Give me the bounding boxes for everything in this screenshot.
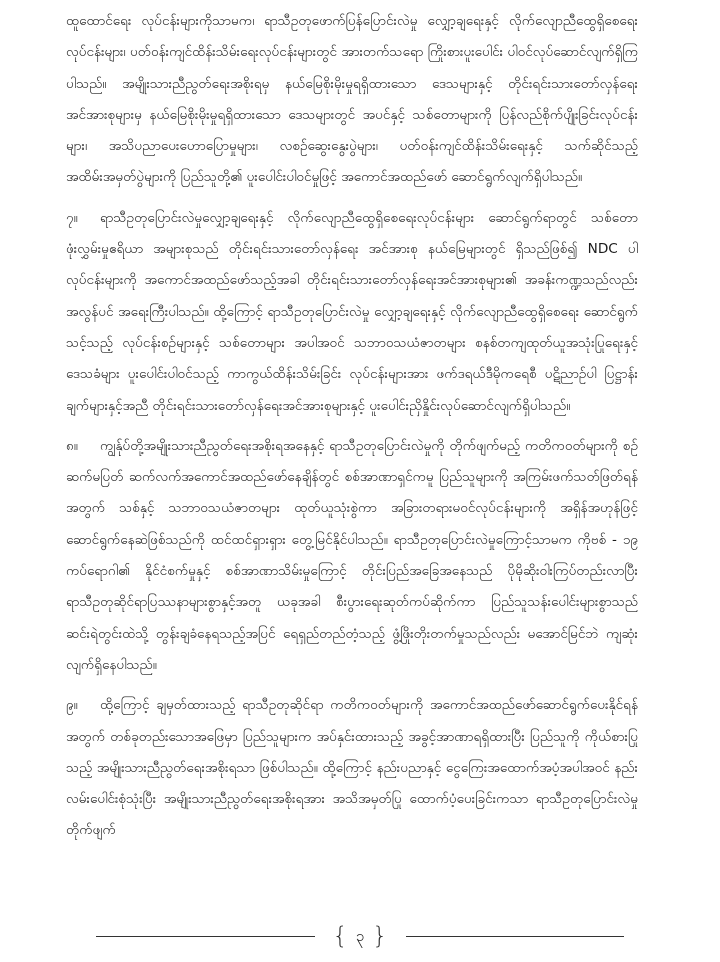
paragraph-text: ထို့ကြောင့် ချမှတ်ထားသည့် ရာသီဥတုဆိုင်ရာ ကတိကဝတ်များကို အကောင်အထည်ဖော်ဆောင်ရွက်ပေးနိုင်ရန်အတွက် တစ်ခုတည်းသောအဖြေမှာ ပြည်သူများက အပ်နှင်းထားသည့် အခွင့်အာဏာရရှိထားပြီး ပြည်သူကို ကိုယ်စားပြုသည့် အမျိုးသားညီညွတ်ရေးအစိုးရသာ ဖြစ်ပါသည်။ ထို့ကြောင့် နည်းပညာနှင့် ငွေကြေးအထောက်အပံ့အပါအဝင် နည်းလမ်းပေါင်းစုံသုံးပြီး အမျိုးသားညီညွတ်ရေးအစိုးရအား အသိအမှတ်ပြု ထောက်ပံ့ပေးခြင်းကသာ ရာသီဥတုပြောင်းလဲမှု တိုက်ဖျက် [66, 697, 638, 839]
paragraph-number: ၈။ [66, 437, 78, 454]
right-bracket-icon: } [372, 922, 388, 950]
page-footer [96, 922, 624, 950]
footer-rule-left [96, 936, 315, 937]
paragraph-7 [66, 203, 638, 422]
paragraph-text: ကျွန်ုပ်တို့အမျိုးသားညီညွတ်ရေးအစိုးရအနေနှင့် ရာသီဥတုပြောင်းလဲမှုကို တိုက်ဖျက်မည့် ကတိကဝတ်များကို စဉ်ဆက်မပြတ် ဆက်လက်အကောင်အထည်ဖော်နေချိန်တွင် စစ်အာဏာရှင်ကမူ ပြည်သူများကို အကြမ်းဖက်သတ်ဖြတ်ရန်အတွက် သစ်နှင့် သဘာဝသယံဇာတများ ထုတ်ယူသုံးစွဲကာ အခြားတရားမဝင်လုပ်ငန်းများကို အရှိန်အဟုန်ဖြင့် ဆောင်ရွက်နေဆဲဖြစ်သည်ကို ထင်ထင်ရှားရှား တွေ့မြင်နိုင်ပါသည်။ ရာသီဥတုပြောင်းလဲမှုကြောင့်သာမက ကိုဗစ် - ၁၉ ကပ်ရောဂါ၏ နိုင်ငံစက်မှုနှင့် စစ်အာဏာသိမ်းမှုကြောင့် တိုင်းပြည်အခြေအနေသည် ပိုမိုဆိုးဝါးကြပ်တည်းလာပြီး ရာသီဥတုဆိုင်ရာပြဿနာများစွာနှင့်အတူ ယခုအခါ စီးပွားရေးဆုတ်ကပ်ဆိုက်ကာ ပြည်သူသန်းပေါင်းများစွာသည် ဆင်းရဲတွင်းထဲသို့ တွန်းချခံနေရသည့်အပြင် ရေရှည်တည်တံ့သည့် ဖွံ့ဖြိုးတိုးတက်မှုသည်လည်း မအောင်မြင်ဘဲ ကျဆုံးလျက်ရှိနေပါသည်။ [66, 437, 638, 673]
paragraph-text: ထူထောင်ရေး လုပ်ငန်းများကိုသာမက၊ ရာသီဥတုဖောက်ပြန်ပြောင်းလဲမှု လျှော့ချရေးနှင့် လိုက်လျောညီထွေရှိစေရေးလုပ်ငန်းများ၊ ပတ်ဝန်းကျင်ထိန်းသိမ်းရေးလုပ်ငန်းများတွင် အားတက်သရော ကြိုးစားပူးပေါင်း ပါဝင်လုပ်ဆောင်လျက်ရှိကြပါသည်။ အမျိုးသားညီညွတ်ရေးအစိုးရမှ နယ်မြေစိုးမိုးမှုရရှိထားသော ဒေသများနှင့် တိုင်းရင်းသားတော်လှန်ရေးအင်အားစုများမှ နယ်မြေစိုးမိုးမှုရရှိထားသော ဒေသများတွင် အပင်နှင့် သစ်တောများကို ပြန်လည်စိုက်ပျိုးခြင်းလုပ်ငန်းများ၊ အသိပညာပေးဟောပြောမှုများ၊ လစဉ်ဆွေးနွေးပွဲများ၊ ပတ်ဝန်းကျင်ထိန်းသိမ်းရေးနှင့် သက်ဆိုင်သည့် အထိမ်းအမှတ်ပွဲများကို ပြည်သူတို့၏ ပူးပေါင်းပါဝင်မှုဖြင့် အကောင်အထည်ဖော် ဆောင်ရွက်လျက်ရှိပါသည်။ [66, 13, 638, 186]
paragraph-6-continuation [66, 6, 638, 194]
paragraph-text: ရာသီဥတုပြောင်းလဲမှုလျှော့ချရေးနှင့် လိုက်လျောညီထွေရှိစေရေးလုပ်ငန်းများ ဆောင်ရွက်ရာတွင် သစ်တောဖုံးလွှမ်းမှုဧရိယာ အများစုသည် တိုင်းရင်းသားတော်လှန်ရေး အင်အားစု နယ်မြေများတွင် ရှိသည်ဖြစ်၍ NDC ပါ လုပ်ငန်းများကို အကောင်အထည်ဖော်သည့်အခါ တိုင်းရင်းသားတော်လှန်ရေးအင်အားစုများ၏ အခန်းကဏ္ဍသည်လည်း အလွန်ပင် အရေးကြီးပါသည်။ ထို့ကြောင့် ရာသီဥတုပြောင်းလဲမှု လျှော့ချရေးနှင့် လိုက်လျောညီထွေရှိစေရေး ဆောင်ရွက်သင့်သည့် လုပ်ငန်းစဉ်များနှင့် သစ်တောများ အပါအဝင် သဘာဝသယံဇာတများ စနစ်တကျထုတ်ယူအသုံးပြုရေးနှင့် ဒေသခံများ ပူးပေါင်းပါဝင်သည့် ကာကွယ်ထိန်းသိမ်းခြင်း လုပ်ငန်းများအား ဖက်ဒရယ်ဒီမိုကရေစီ ပဋိညာဉ်ပါ ပြဋ္ဌာန်းချက်များနှင့်အညီ တိုင်းရင်းသားတော်လှန်ရေးအင်အားစုများနှင့် ပူးပေါင်းညှိနှိုင်းလုပ်ဆောင်လျက်ရှိပါသည်။ [66, 209, 638, 414]
page-number: ၃ [355, 926, 365, 945]
footer-rule-right [406, 936, 625, 937]
paragraph-number: ၉။ [66, 697, 78, 714]
page-number-box [315, 924, 406, 948]
paragraph-8 [66, 431, 638, 681]
paragraph-number: ၇။ [66, 209, 78, 226]
paragraph-9 [66, 690, 638, 846]
left-bracket-icon: { [332, 922, 348, 950]
